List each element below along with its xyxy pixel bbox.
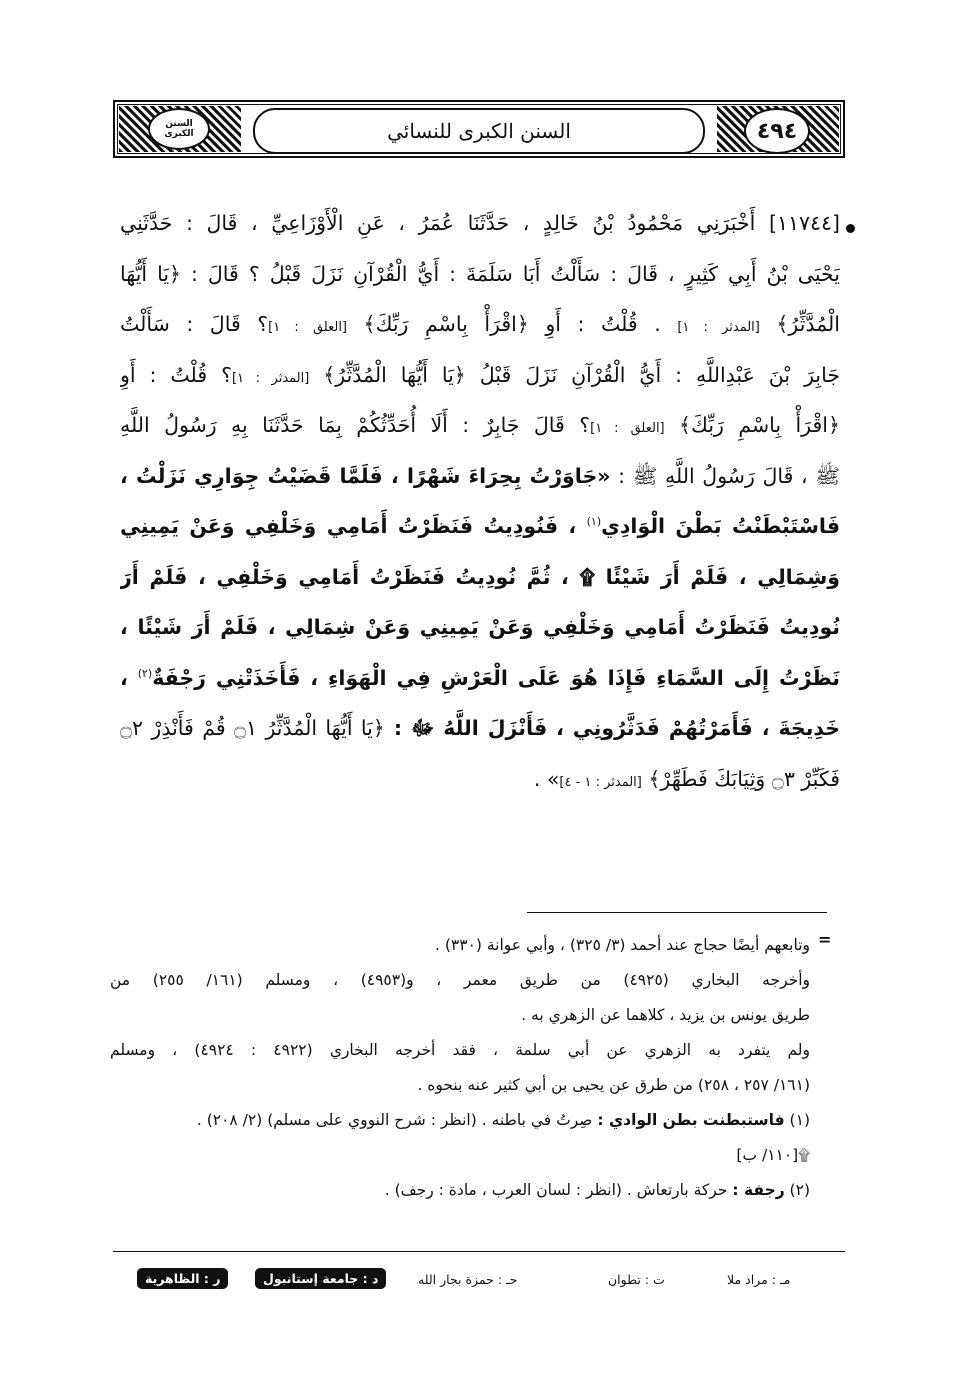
footer-rule [113,1251,845,1252]
footnote-line [110,998,810,1033]
verse-reference: [العلق : ١] [268,320,348,335]
text-segment: ولم يتفرد به الزهري عن أبي سلمة ، فقد أخرجه البخاري (٤٩٢٢ : ٤٩٢٤) ، ومسلم [110,1041,810,1059]
text-line [120,653,840,704]
text-line [120,501,840,552]
text-segment: نَظَرْتُ إِلَى السَّمَاءِ فَإِذَا هُوَ عَلَى الْعَرْشِ فِي الْهَوَاءِ ، فَأَخَذَتْنِي رَجْفَةٌ [152,665,840,690]
text-segment: فاستبطنت بطن الوادي : [597,1111,785,1129]
text-segment: رجفة : [732,1181,785,1199]
footnote-line [110,963,810,998]
verse-reference: [العلق : ١] [590,421,665,436]
footnote-line [110,1173,810,1208]
footnote-line [110,1068,810,1103]
text-segment: وتابعهم أيضًا حجاج عند أحمد (٣/ ٣٢٥) ، وأبي عوانة (٣٣٠) . [435,936,810,954]
verse-reference: [المدثر : ١ - ٤] [559,774,642,790]
book-title: السنن الكبرى للنسائي [387,119,571,143]
text-segment: ، فَنُودِيتُ فَنَظَرْتُ أَمَامِي وَخَلْفِي وَعَنْ يَمِينِي [120,514,587,538]
text-segment: صِرتُ في باطنه . (انظر : شرح النووي على مسلم) (٢/ ٢٠٨) . [196,1111,598,1129]
quran-quote: ﴿اقْرَأْ بِاسْمِ رَبِّكَ﴾ [347,312,529,336]
text-segment: وَشِمَالِي ، فَلَمْ أَرَ شَيْئًا ۩ ، ثُمَّ نُودِيتُ فَنَظَرْتُ أَمَامِي وَخَلْفِي ، فَلَمْ أَرَ [120,564,840,589]
text-line [120,703,840,754]
footnote-separator [527,912,827,913]
text-segment: (١) [784,1111,810,1129]
text-line [120,400,840,451]
text-line [120,552,840,603]
quran-quote: ﴿اقْرَأْ بِاسْمِ رَبِّكَ﴾ [664,413,840,437]
text-segment: نُودِيتُ فَنَظَرْتُ أَمَامِي وَخَلْفِي وَعَنْ يَمِينِي وَعَنْ شِمَالِي ، فَلَمْ أَرَ شَيْئًا ، [120,615,840,639]
quran-quote: ﴿يَا أَيُّهَا [120,261,182,286]
text-segment: ﷺ ، قَالَ رَسُولُ اللَّهِ ﷺ : [610,463,840,488]
text-segment: «جَاوَرْتُ بِحِرَاءَ شَهْرًا ، فَلَمَّا قَضَيْتُ جِوَارِي نَزَلْتُ ، [120,463,611,488]
footer-manuscript-h: حـ : حمزة بجار الله [418,1272,518,1287]
text-line [120,754,840,805]
verse-reference: [المدثر : ١] [231,370,310,386]
text-segment: . قُلْتُ : أَوِ [528,312,678,336]
text-segment: خَدِيجَةَ ، فَأَمَرْتُهُمْ فَدَثَّرُونِي ، فَأَنْزَلَ اللَّهُ ﷻ : [384,716,840,740]
footer-manuscript-d-badge: د : جامعة إستانبول [255,1268,386,1289]
text-segment: (٢) [784,1181,810,1199]
text-segment: ۩[١١٠/ ب] [736,1146,810,1164]
text-segment: » . [533,766,560,791]
text-line [120,350,840,401]
running-header [113,100,845,158]
footnote-line [110,928,810,963]
footer-manuscript-r-badge: ر : الظاهرية [137,1268,228,1289]
text-line [120,198,840,249]
footer-manuscript-m: مـ : مراد ملا [727,1272,791,1287]
text-segment: [١١٧٤٤] أَخْبَرَنِي مَحْمُودُ بْنُ خَالِدٍ ، حَدَّثَنَا عُمَرُ ، عَنِ الْأَوْزَاعِيِّ ، قَالَ : حَدَّثَنِي [120,211,840,235]
text-segment: طريق يونس بن يزيد ، كلاهما عن الزهري به . [521,1006,810,1024]
hadith-bullet-icon [846,224,855,233]
footnote-line [110,1138,810,1173]
hadith-text [120,198,840,804]
footnote-ref: (٢) [137,666,153,680]
text-segment: حركة بارتعاش . (انظر : لسان العرب ، مادة : رجف) . [384,1181,733,1199]
continuation-mark: = [818,930,832,949]
text-line [120,299,840,350]
text-segment: وأخرجه البخاري (٤٩٢٥) من طريق معمر ، و(٤٩٥٣) ، ومسلم (١٦١/ ٢٥٥) من [110,971,810,989]
text-line [120,249,840,300]
text-segment: ؟ قُلْتُ : أَوِ [120,362,232,387]
text-segment: ؟ قَالَ : سَأَلْتُ [120,312,269,336]
page-number: ٤٩٤ [744,108,810,154]
footnotes [110,928,810,1208]
header-title-cartouche [253,108,705,154]
text-segment: يَحْيَى بْنُ أَبِي كَثِيرٍ ، قَالَ : سَأَلْتُ أَبَا سَلَمَةَ : أَيُّ الْقُرْآنِ نَزَلَ قَبْلُ ؟ قَالَ : [181,261,840,286]
text-segment: فَاسْتَبْطَنْتُ بَطْنَ الْوَادِي [601,514,840,538]
text-line [120,602,840,653]
text-segment: ، [120,665,128,690]
footnote-ref: (١) [586,515,602,529]
text-segment: (١٦١/ ٢٥٧ ، ٢٥٨) من طرق عن يحيى بن أبي كثير عنه بنحوه . [417,1076,810,1094]
verse-reference: [المدثر : ١] [677,320,760,335]
logo-seal-text: السنن الكبرى [164,119,194,139]
footnote-line [110,1033,810,1068]
quran-quote: ﴿يَا أَيُّهَا الْمُدَّثِّرُ﴾ [309,362,466,387]
quran-quote: الْمُدَّثِّرُ﴾ [759,312,840,336]
footer-manuscript-t: ت : تطوان [608,1272,665,1287]
text-line [120,451,840,502]
text-segment: ؟ قَالَ جَابِرٌ : أَلَا أُحَدِّثُكُمْ بِمَا حَدَّثَنَا بِهِ رَسُولُ اللَّهِ [120,413,591,437]
book-logo-seal [148,108,210,150]
quran-quote: ﴿يَا أَيُّهَا الْمُدَّثِّرُ ۝١ قُمْ فَأَنْذِرْ ۝٢ [120,716,385,740]
text-segment: جَابِرَ بْنَ عَبْدِاللَّهِ : أَيُّ الْقُرْآنِ نَزَلَ قَبْلُ [465,362,840,387]
footnote-line [110,1103,810,1138]
quran-quote: فَكَبِّرْ ۝٣ وَثِيَابَكَ فَطَهِّرْ﴾ [641,766,840,791]
